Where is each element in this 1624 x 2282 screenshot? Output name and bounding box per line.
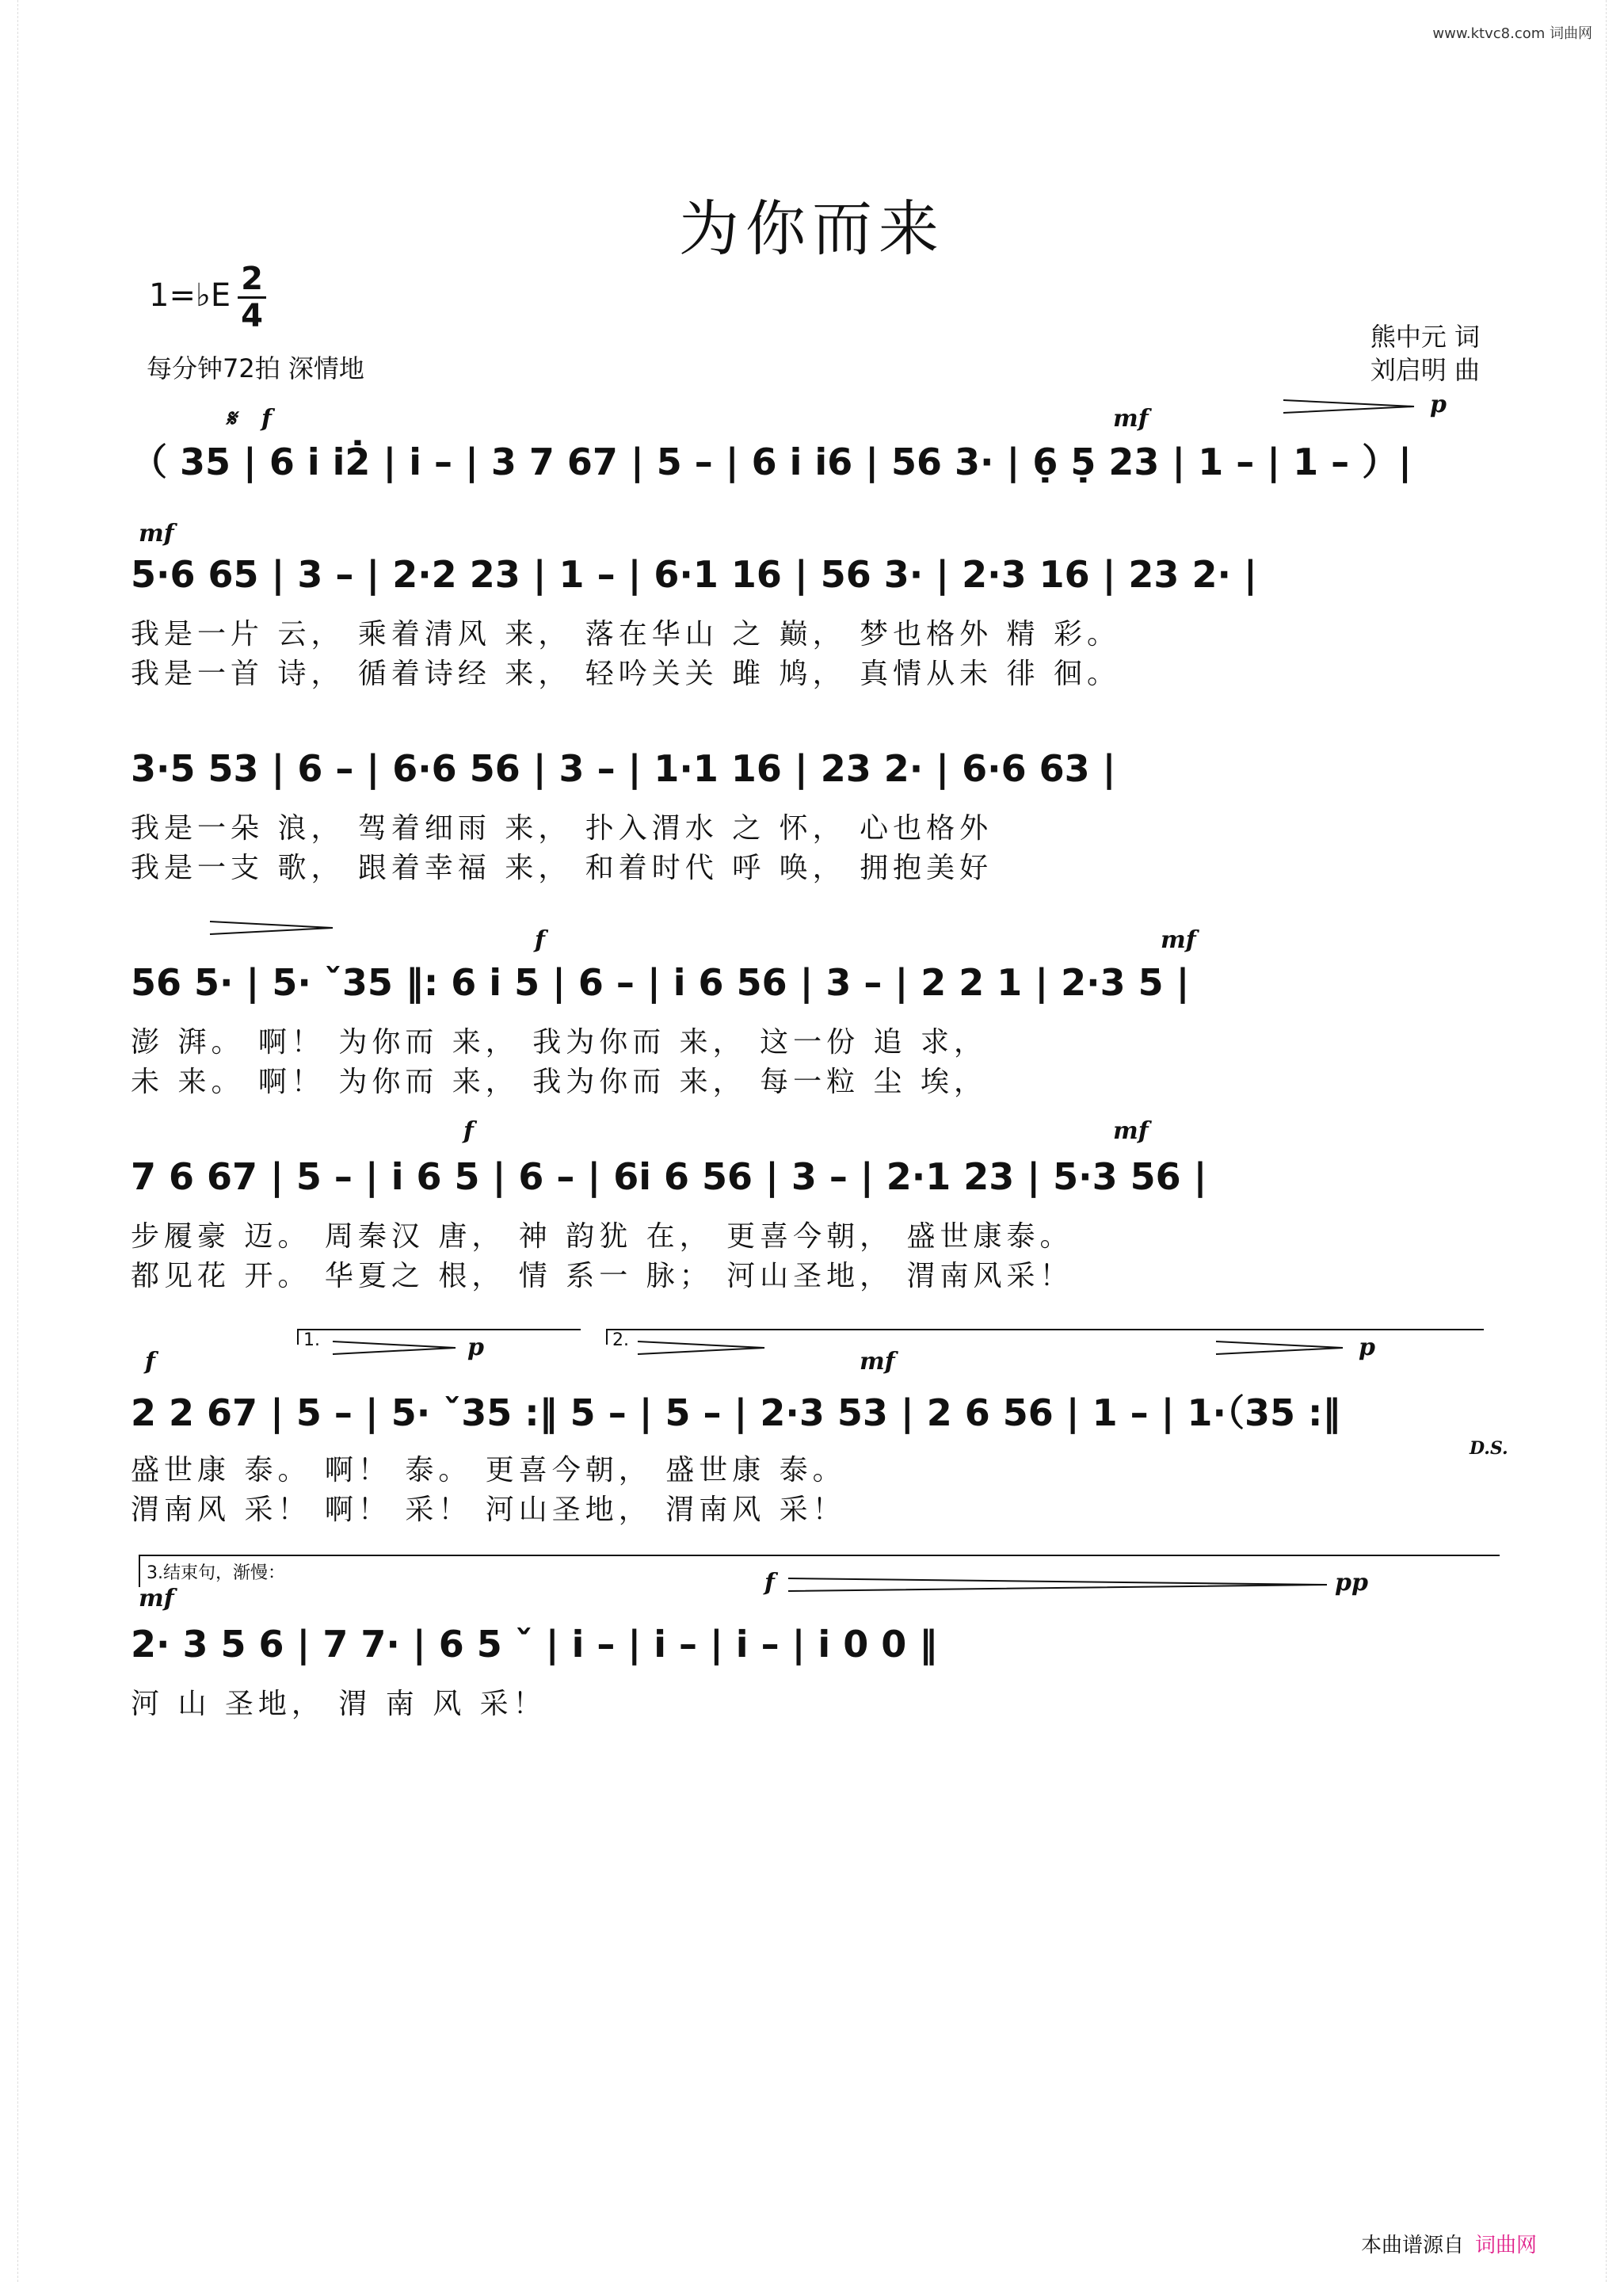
lyric-line: 河 山 圣地， 渭 南 风 采！ [131,1688,547,1720]
dal-segno-mark: D.S. [1470,1438,1508,1459]
right-margin-strip [1606,0,1624,2282]
lyric-verse-2: 我是一首 诗， 循着诗经 来， 轻吟关关 雎 鸠， 真情从未 徘 徊。 [131,658,1120,690]
footer-brand-link[interactable]: 词曲网 [1474,2234,1537,2257]
lyric-verse-1: 我是一片 云， 乘着清风 来， 落在华山 之 巅， 梦也格外 精 彩。 [131,618,1120,651]
notation-line: 2 2 67 | 5 – | 5· ˇ35 :‖ 5 – | 5 – | 2·3 53 | 2 6 56 | 1 – | 1·（35 :‖ [131,1391,1341,1434]
dynamic-mf: mf [860,1348,895,1376]
dynamic-f: f [535,926,545,954]
decrescendo-hairpin [131,915,1493,947]
dynamic-p: p [467,1334,484,1361]
lyric-verse-1: 澎 湃。 啊！ 为你而 来， 我为你而 来， 这一份 追 求， [131,1026,987,1059]
left-margin-strip [0,0,18,2282]
lyric-verse-2: 我是一支 歌， 跟着幸福 来， 和着时代 呼 唤， 拥抱美好 [131,852,993,884]
notation-line: 5·6 65 | 3 – | 2·2 23 | 1 – | 6·1 16 | 56 3· | 2·3 16 | 23 2· | [131,553,1257,596]
notation-line: 56 5· | 5· ˇ35 ‖: 6 i̇ 5 | 6 – | i̇ 6 56 | 3 – | 2 2 1 | 2·3 5 | [131,961,1190,1004]
dynamic-f: f [261,405,272,433]
time-signature-top: 2 [241,261,263,297]
lyric-verse-2: 渭南风 采！ 啊！ 采！ 河山圣地， 渭南风 采！ [131,1494,846,1526]
time-signature-bottom: 4 [238,296,266,334]
lyricist-credit: 熊中元 词 [1370,322,1480,352]
score-system-2 [131,520,1493,713]
time-signature [238,261,266,334]
footer-source-text: 本曲谱源自 [1360,2234,1464,2257]
composer-credit: 刘启明 曲 [1370,355,1480,385]
score-system-3 [131,741,1493,907]
dynamic-f: f [764,1569,775,1597]
decrescendo-hairpins [131,1337,1493,1368]
dynamic-p: p [1430,391,1447,418]
score-system-7 [131,1563,1493,1751]
key-signature: 1=♭E [149,277,231,314]
song-title: 为你而来 [679,193,945,264]
score-system-4 [131,926,1493,1121]
source-site-label: www.ktvc8.com 词曲网 [1432,25,1592,42]
footer-attribution [1361,2229,1537,2258]
volta-2: 2. [606,1329,1484,1345]
score-system-1 [131,391,1493,503]
coda-label: 3.结束句，渐慢： [139,1555,1500,1587]
lyric-verse-2: 都见花 开。 华夏之 根， 情 系一 脉； 河山圣地， 渭南风采！ [131,1260,1073,1292]
notation-line: 7 6 67 | 5 – | i̇ 6 5 | 6 – | 6i̇ 6 56 | 3 – | 2·1 23 | 5·3 56 | [131,1155,1207,1198]
score-system-5 [131,1117,1493,1315]
notation-line: （ 35 | 6 i̇ i̇2̇ | i̇ – | 3 7 67 | 5 – | 6 i̇ i̇6 | 56 3· | 6̣ 5̣ 23 | 1 – | 1 – ）| [131,441,1412,483]
lyric-verse-1: 步履豪 迈。 周秦汉 唐， 神 韵犹 在， 更喜今朝， 盛世康泰。 [131,1220,1073,1253]
notation-line: 2· 3 5 6 | 7 7· | 6 5 ˇ | i̇ – | i̇ – | i̇ – | i̇ 0 0 ‖ [131,1623,938,1666]
decrescendo-hairpin [131,1572,1493,1604]
dynamic-p: p [1359,1334,1375,1361]
dynamic-f: f [145,1348,155,1376]
lyric-verse-1: 我是一朵 浪， 驾着细雨 来， 扑入渭水 之 怀， 心也格外 [131,812,993,845]
dynamic-mf: mf [1113,1117,1149,1145]
dynamic-mf: mf [1113,405,1149,433]
lyric-verse-2: 未 来。 啊！ 为你而 来， 我为你而 来， 每一粒 尘 埃， [131,1066,987,1098]
segno-mark: 𝄋 [226,405,236,433]
dynamic-mf: mf [139,520,174,548]
dynamic-f: f [463,1117,474,1145]
tempo-marking: 每分钟72拍 深情地 [147,353,364,384]
notation-line: 3·5 53 | 6 – | 6·6 56 | 3 – | 1·1 16 | 23 2· | 6·6 63 | [131,747,1116,790]
dynamic-pp: pp [1335,1569,1368,1597]
lyric-verse-1: 盛世康 泰。 啊！ 泰。 更喜今朝， 盛世康 泰。 [131,1454,846,1486]
score-system-6 [131,1330,1508,1549]
dynamic-mf: mf [1161,926,1196,954]
dynamic-mf: mf [139,1585,174,1612]
volta-1: 1. [297,1329,581,1345]
